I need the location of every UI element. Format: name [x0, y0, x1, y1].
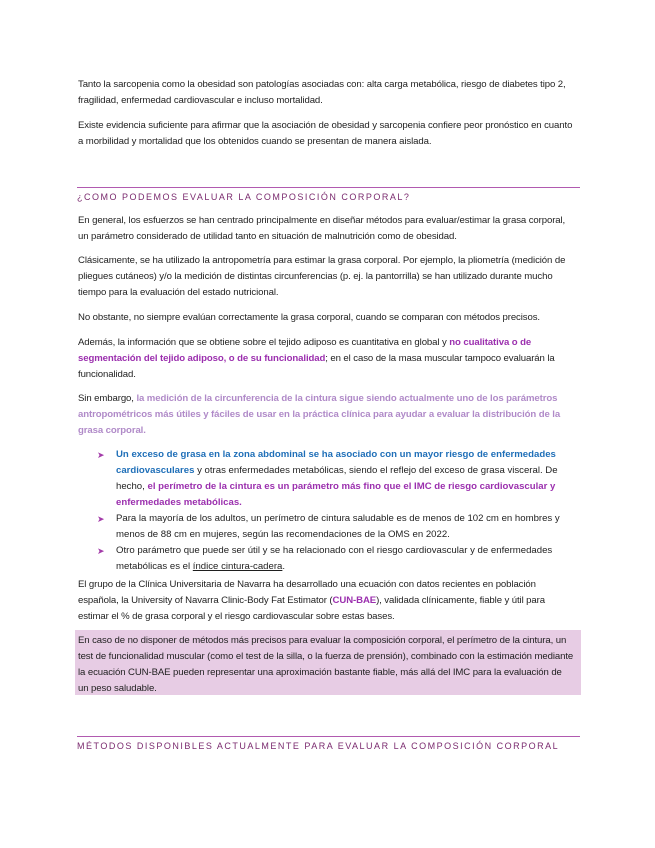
bullet1-blue-text: Un exceso de grasa en la zona abdominal se ha asociado con un mayor riesgo de enfermedades cardiovasculares [116, 449, 556, 476]
bullet2-text: Para la mayoría de los adultos, un perímetro de cintura saludable es de menos de 102 cm en hombres y menos de 88 cm en mujeres, según las recomendaciones de la OMS en 2022. [116, 513, 560, 540]
paragraph-evidence: Existe evidencia suficiente para afirmar que la asociación de obesidad y sarcopenia confiere peor pronóstico en cuanto a morbilidad y mortalidad que los obtenidos cuando se presentan de manera aislada. [78, 120, 573, 147]
sin-embargo-text: Sin embargo, [78, 393, 137, 404]
cun-bae-text-start: El grupo de la Clínica Universitaria de Navarra ha desarrollado una ecuación con datos recientes en población española, la University of Navarra Clinic-Body Fat Estimator ( [78, 579, 536, 606]
arrowhead-right-icon: ➤ [97, 514, 105, 524]
arrowhead-right-icon: ➤ [97, 450, 105, 460]
ademas-text-end: ; en el caso de la masa muscular tampoco evaluarán la funcionalidad. [78, 353, 555, 380]
paragraph-antropometria: Clásicamente, se ha utilizado la antropometría para estimar la grasa corporal. Por ejemplo, la pliometría (medición de pliegues cutáneos) y/o la medición de distintas circunferencias (p. ej. la pantorrilla) se han utilizado durante mucho tiempo para la evaluación del estado nutricional. [78, 255, 566, 298]
bullet1-highlight: el perímetro de la cintura es un parámetro más fino que el IMC de riesgo cardiovascular y enfermedades metabólicas. [116, 481, 556, 508]
ademas-text-start: Además, la información que se obtiene sobre el tejido adiposo es cuantitativa en global y [78, 337, 450, 348]
list-item [97, 511, 575, 543]
list-item [97, 543, 575, 575]
cun-bae-text-end: ), validada clínicamente, fiable y útil para estimar el % de grasa corporal y el riesgo cardiovascular sobre estas bases. [78, 595, 545, 622]
section-heading-evaluar: ¿COMO PODEMOS EVALUAR LA COMPOSICIÓN CORPORAL? [77, 187, 580, 202]
paragraph-ademas [78, 335, 574, 383]
paragraph-no-obstante: No obstante, no siempre evalúan correctamente la grasa corporal, cuando se comparan con métodos precisos. [78, 312, 540, 323]
section-heading-metodos: MÉTODOS DISPONIBLES ACTUALMENTE PARA EVALUAR LA COMPOSICIÓN CORPORAL [77, 736, 580, 751]
ademas-highlight: no cualitativa o de segmentación del tejido adiposo, o de su funcionalidad [78, 337, 532, 364]
bullet1-text: y otras enfermedades metabólicas, siendo el reflejo del exceso de grasa visceral. De hecho, [116, 465, 558, 492]
paragraph-cun-bae [78, 577, 574, 625]
highlight-box-text: En caso de no disponer de métodos más precisos para evaluar la composición corporal, el perímetro de la cintura, un test de funcionalidad muscular (como el test de la silla, o la fuerza de prensión), combinado con la estimación mediante la ecuación CUN-BAE pueden representar una aproximación bastante fiable, más allá del IMC para la evaluación de un peso saludable. [78, 635, 574, 694]
bullet3-text: Otro parámetro que puede ser útil y se ha relacionado con el riesgo cardiovascular y de enfermedades metabólicas es el [116, 545, 553, 572]
paragraph-general-efforts: En general, los esfuerzos se han centrado principalmente en diseñar métodos para evaluar/estimar la grasa corporal, un parámetro considerado de utilidad tanto en situación de malnutrición como de obesidad. [78, 215, 566, 242]
paragraph-intro-risks: Tanto la sarcopenia como la obesidad son patologías asociadas con: alta carga metabólica, riesgo de diabetes tipo 2, fragilidad, enfermedad cardiovascular e incluso mortalidad. [78, 79, 566, 106]
list-item [97, 447, 575, 511]
bullet-list [97, 447, 575, 575]
cintura-highlight: la medición de la circunferencia de la cintura sigue siendo actualmente uno de los parámetros antropométricos más útiles y fáciles de usar en la práctica clínica para ayudar a evaluar la distribución de la grasa corporal. [78, 393, 561, 436]
arrowhead-right-icon: ➤ [97, 546, 105, 556]
paragraph-sin-embargo [78, 391, 574, 439]
cun-bae-acronym: CUN-BAE [332, 595, 377, 606]
bullet3-end: . [282, 561, 286, 572]
indice-cintura-cadera-link: índice cintura-cadera [192, 561, 283, 572]
